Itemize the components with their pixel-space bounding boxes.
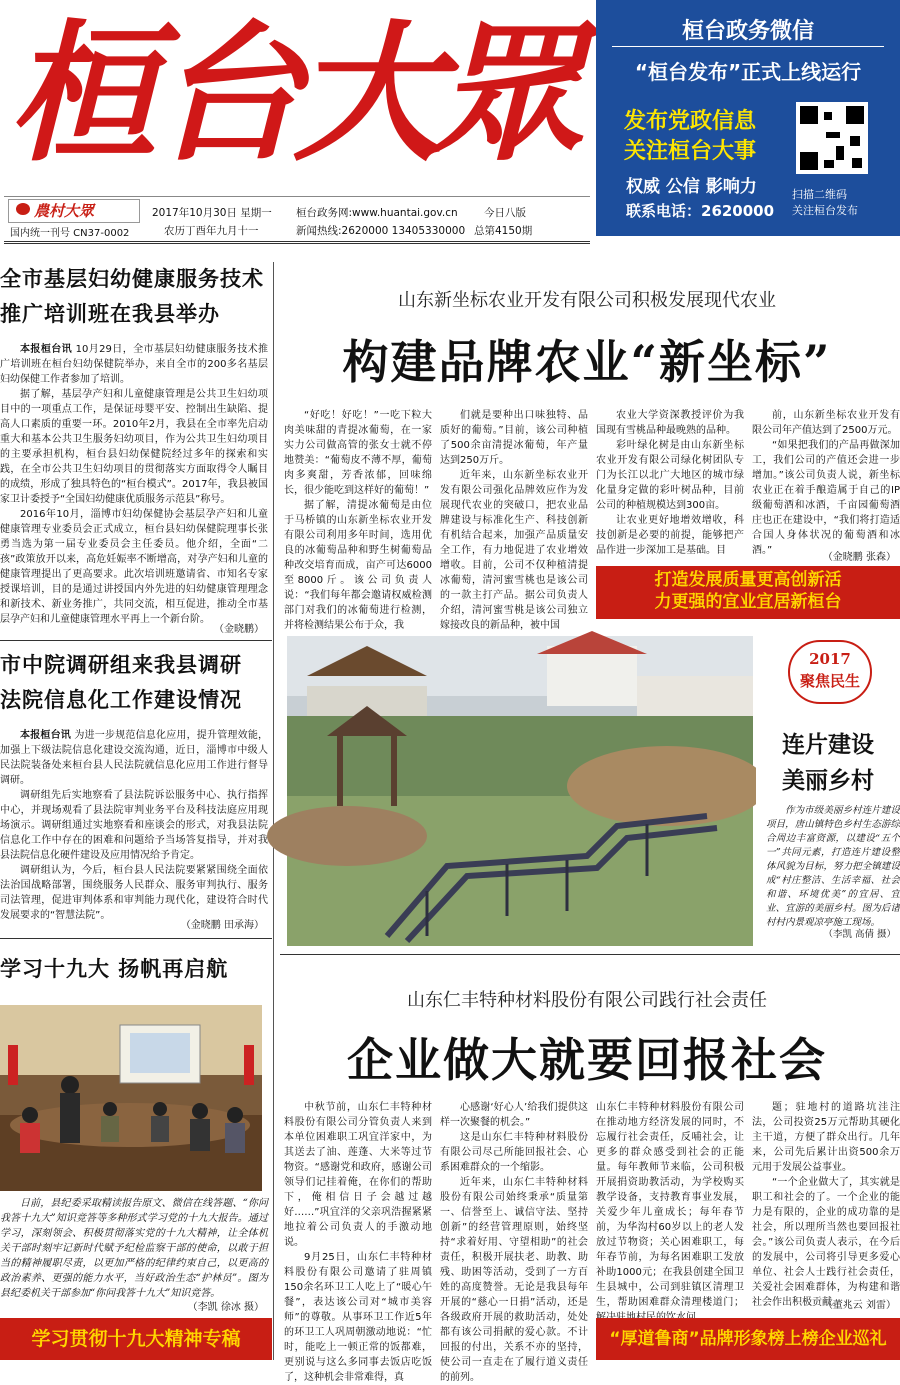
article2-p1: 为进一步规范信息化应用，提升管理效能，加强上下级法院信息化建设交流沟通，近日，淄博市中级人民法院装备处来桓台县人民法院就信息化应用工作进行督导调研。 (0, 730, 269, 786)
story1-col1: “好吃！好吃！”一吃下粒大肉美味甜的青提冰葡萄，在一家实力公司做高管的张女士就不停地赞美：“葡萄皮不薄不厚，葡萄肉多爽甜，芳香浓郁，回味绵长，很少能吃到这样好的葡萄！” 据了解，清提冰葡萄是由位于马桥镇的山东新坐标农业开发有限公司利用多年时间，选用优良的冰葡萄品种和野生树葡萄品种改交培育而成，亩产可达6000至8000斤。该公司负责人说：“我们每年都会邀请权威检测部门对我们的冰葡萄进行检测，并将检测结果公布于众，我 (284, 410, 432, 631)
story2-col2: 心感谢‘好心人’给我们提供这样一次聚餐的机会。” 这是山东仁丰特种材料股份有限公司尽己所能回报社会、心系困难群众的一个缩影。 近年来，山东仁丰特种材料股份有限公司始终秉承“质量第一、信誉至上、诚信守法、坚持创新”的经营管理原则，始终坚持“求着好用、守望相助”的社会责任，积极开展扶老、助教、助残、助困等活动，受到了一方百姓的高度赞誉。无论是我县每年开展的“慈心一日捐”活动，还是各级政府开展的救助活动，处处都有该公司捐献的爱心款。不计回报的付出，关系不亦的坚持，使公司一直走在了履行道义责任的前列。 (440, 1102, 588, 1383)
feature-title-line1: 连片建设 (782, 731, 874, 758)
merchant-banner: “厚道鲁商”品牌形象榜上榜企业巡礼 (596, 1318, 900, 1360)
wechat-promo-box (596, 0, 900, 236)
promo-title: 桓台政务微信 (681, 19, 814, 44)
article2-headline-line1: 市中院调研组来我县调研 (0, 653, 242, 677)
article1-byline: （金晓鹏） (214, 624, 264, 635)
column-divider (273, 262, 274, 1360)
article1-lead: 本报桓台讯 (20, 344, 73, 355)
story1-headline: 构建品牌农业“新坐标” (342, 335, 832, 389)
article1-body (0, 342, 269, 625)
lunar-date: 农历丁酉年九月十一 (164, 225, 259, 237)
development-banner (596, 566, 900, 619)
total-issue: 总第4150期 (474, 225, 533, 237)
article3-byline: （李凯 徐冰 摄） (187, 1302, 264, 1313)
story1-col3: 农业大学资深教授评价为我国现有雪桃品种最晚熟的品种。 彩叶绿化树是由山东新坐标农业开发有限公司绿化树团队专门为长江以北广大地区的城市绿化量身定做的彩叶树品种，目前公司的种植规模达到300亩。 让农业更好地增效增收，科技创新是必要的前提，能够把产品作进一步深加工是基础。目 (596, 410, 744, 556)
article2-p2: 调研组先后实地察看了县法院诉讼服务中心、执行指挥中心，并现场观看了县法院审判业务平台及科技法庭应用现场演示。调研组通过实地察看和座谈会的形式，对我县法院信息化工作中存在的困难和问题给予当场答复指导，并对我县法院信息化硬件建设及应用情况给予肯定。 (0, 790, 268, 861)
masthead-info-bar (4, 196, 590, 244)
article1-headline-line2: 推广培训班在我县举办 (0, 302, 220, 326)
feature-text: 作为市级美丽乡村连片建设项目，唐山镇特色乡村生态游综合周边丰富资源，以建设“五个一”共同元素，打造连片建设整体风貌为目标，努力把全镇建设成“村庄整洁、生活幸福、社会和谐、环境优美”的宜居、宜业、宜游的美丽乡村。图为后诸村村内景观凉亭施工现场。 (766, 805, 900, 928)
village-construction-photo (287, 636, 753, 946)
story2-col1: 中秋节前，山东仁丰特种材料股份有限公司分管负责人来到本单位困难职工巩宜洋家中，为其送去了油、莲蓬、大米等过节物资。“感谢党和政府，感谢公司领导们记挂着俺，在你们的帮助下，俺相信日子会越过越好……”巩宜洋的父亲巩浩握紧紧地拉着公司负责人的手激动地说。 9月25日，山东仁丰特种材料股份有限公司邀请了驻周镇150余名环卫工人吃上了“暖心午餐”，表达该公司对“城市美容师”的尊敬。从事环卫工作近5年的环卫工人巩周朝激动地说：“忙时，能吃上一顿正常的饭都难，更别说与这么多同事去饭店吃饭了，这种机会非常难得，真 (284, 1102, 432, 1383)
feature-byline: （李凯 高倩 摄） (823, 929, 896, 940)
sub-logo-icon (16, 203, 30, 215)
story1-subhead: 山东新坐标农业开发有限公司积极发展现代农业 (398, 290, 776, 311)
story1-col4: 前，山东新坐标农业开发有限公司年产值达到了2500万元。 “如果把我们的产品再做深加工，我们公司的产值还会进一步增加。”该公司负责人说，新坐标农业正在着手酿造属于自己的IP级葡萄酒和冰酒，千亩园葡萄酒庄也正在建设中，“我们将打造适合国人身体状况的葡萄酒和冰酒。” (752, 410, 900, 556)
study-banner: 学习贯彻十九大精神专稿 (0, 1318, 272, 1360)
article2-byline: （金晓鹏 田承海） (180, 920, 264, 931)
article1-p2: 据了解，基层孕产妇和儿童健康管理是公共卫生妇幼项目中的一项重点工作，是保证母婴平安、控制出生缺陷、提高人口素质的重要一环。2010年2月，我县在全市率先启动重大和基本公共卫生服务妇幼项目，作为公共卫生妇幼项目的主要承担机构，桓台县妇幼保健院经过多年的探索和实践，在全市公共卫生妇幼项目的贯彻落实方面取得令人瞩目的成绩，形成了独具特色的“桓台模式”。2017年，我县被国家卫计委授予“全国妇幼健康优质服务示范县”称号。 (0, 389, 268, 505)
article-health-training (0, 262, 268, 332)
story1-byline: （金晓鹏 张森） (822, 552, 896, 563)
promo-slogan: 权威 公信 影响力 (626, 177, 757, 197)
promo-line1: 发布党政信息 (624, 109, 757, 134)
article3-caption: 日前，县纪委采取精读报告原文、微信在线答题、“你问我答十九大”知识竞答等多种形式学习党的十九大报告。通过学习，深刻领会、积极贯彻落实党的十九大精神，让全体机关干部时刻牢记新时代赋予纪检监察干部的使命，以敢于担当的精神履职尽责，以更加严格的纪律约束自己，以更高的政治素养、更强的能力水平，当好政治生态“护林员”。图为县纪委机关干部参加“你问我答十九大”知识竞答。 (0, 1198, 268, 1299)
date-line: 2017年10月30日 星期一 (152, 207, 272, 219)
article2-body (0, 728, 269, 921)
story2-col4: 题；驻地村的道路坑洼注法，公司投资25万元帮助其硬化主干道，方便了群众出行。几年来，公司先后累计出资500余万元用于发展公益事业。 “一个企业做大了，其实就是职工和社会的了。一个企业的能力是有限的，企业的成功靠的是社会，所以理所当然也要回报社会。”该公司负责人表示，在今后的发展中，公司将引导更多爱心单位、社会人士践行社会责任，关爱社会困难群体，为构建和谐社会作出积极贡献。 (752, 1102, 900, 1308)
logo-char-3: 大 (293, 6, 438, 182)
hotline: 新闻热线:2620000 13405330000 (296, 225, 466, 237)
divider-3 (280, 954, 900, 955)
banner-line1: 打造发展质量更高创新活 (654, 570, 842, 590)
divider-1 (0, 640, 272, 641)
article-court-survey (0, 648, 268, 718)
meeting-photo (0, 1005, 262, 1191)
promo-divider (612, 46, 884, 47)
promo-line2: 关注桓台大事 (624, 139, 757, 164)
article1-p3: 2016年10月，淄博市妇幼保健协会基层孕产妇和儿童健康管理专业委员会正式成立，桓台县妇幼保健院理事长张勇当选为第一届专业委员会主任委员。他介绍，全面“二孩”政策放开以来，高危妊娠率不断增高，对孕产妇和儿童的健康管理提出了更高要求。此次培训班邀请省、市知名专家授课培训，目的是通过讲授国内外先进的妇幼健康管理理念和新技术、新业务推广，共同交流，相互促进，推动全市基层孕产妇和儿童健康管理水平再上一个新台阶。 (0, 509, 268, 625)
story1-col2: 们就是要种出口味独特、品质好的葡萄。”目前，该公司种植了500余亩清提冰葡萄，年产量达到250万斤。 近年来，山东新坐标农业开发有限公司强化品牌效应作为发展现代农业的突破口，把农业品牌建设与标准化生产、科技创新有机结合起来，加强产品质量安全工作，有力地促进了农业增效增收。目前，公司不仅种植清提冰葡萄，清河蜜雪桃也是该公司的一款主打产品。据公司负责人介绍，清河蜜雪桃是该公司独立嫁接改良的新品种，被中国 (440, 410, 588, 631)
logo-char-2: 台 (153, 6, 298, 182)
story2-headline: 企业做大就要回报社会 (347, 1033, 827, 1087)
promo-subtitle: “桓台发布”正式上线运行 (634, 60, 862, 84)
story2-col3: 山东仁丰特种材料股份有限公司在推动地方经济发展的同时，不忘履行社会责任，反哺社会，让更多的群众感受到社会的正能量。每年教师节来临，公司积极开展捐资助教活动，为学校购买教学设备，支持教育事业发展，关爱少年儿童成长；每年春节前，为华沟村60岁以上的老人发放过节物资；关心困难职工，每年春节前，为每名困难职工发放补助1000元；在我县创建全国卫生县城中，公司到驻镇区清理卫生，帮助困难群众清理楼道门； (596, 1102, 744, 1308)
article2-headline-line2: 法院信息化工作建设情况 (0, 688, 242, 712)
banner-line2: 力更强的宜业宜居新桓台 (654, 592, 842, 612)
website: 桓台政务网:www.huantai.gov.cn (296, 207, 458, 219)
qr-caption-1: 扫描二维码 (792, 188, 847, 201)
focus-year: 2017 (809, 650, 851, 668)
newspaper-logo (8, 4, 583, 192)
article2-p3: 调研组认为，今后，桓台县人民法院要紧紧围绕全面依法治国战略部署，围绕服务人民群众、服务审判执行、服务司法管理，促进审判体系和审判能力现代化，建设符合时代发展要求的“智慧法院”。 (0, 865, 268, 921)
feature-title-line2: 美丽乡村 (782, 767, 874, 794)
promo-contact: 联系电话：2620000 (626, 202, 775, 220)
qr-caption-2: 关注桓台发布 (792, 204, 858, 217)
article1-headline-line1: 全市基层妇幼健康服务技术 (0, 267, 264, 291)
logo-char-1: 桓 (8, 6, 153, 182)
focus-tag: 聚焦民生 (799, 672, 860, 690)
article3-headline: 学习十九大 扬帆再启航 (0, 957, 229, 981)
qr-code-icon[interactable] (796, 102, 868, 174)
story2-subhead: 山东仁丰特种材料股份有限公司践行社会责任 (407, 990, 767, 1011)
logo-char-4: 眾 (433, 6, 578, 182)
story2-byline: （董兆云 刘雷） (822, 1300, 896, 1311)
photo-feature-sidebar (756, 636, 900, 946)
article2-lead: 本报桓台讯 (20, 730, 72, 741)
article1-p1: 10月29日，全市基层妇幼健康服务技术推广培训班在桓台妇幼保健院举办，来自全市的200多名基层妇幼保健工作者参加了培训。 (0, 344, 269, 385)
issue-number: 国内统一刊号 CN37-0002 (10, 228, 130, 239)
divider-2 (0, 938, 272, 939)
sub-logo: 農村大眾 (34, 202, 95, 220)
page-count: 今日八版 (484, 207, 526, 219)
